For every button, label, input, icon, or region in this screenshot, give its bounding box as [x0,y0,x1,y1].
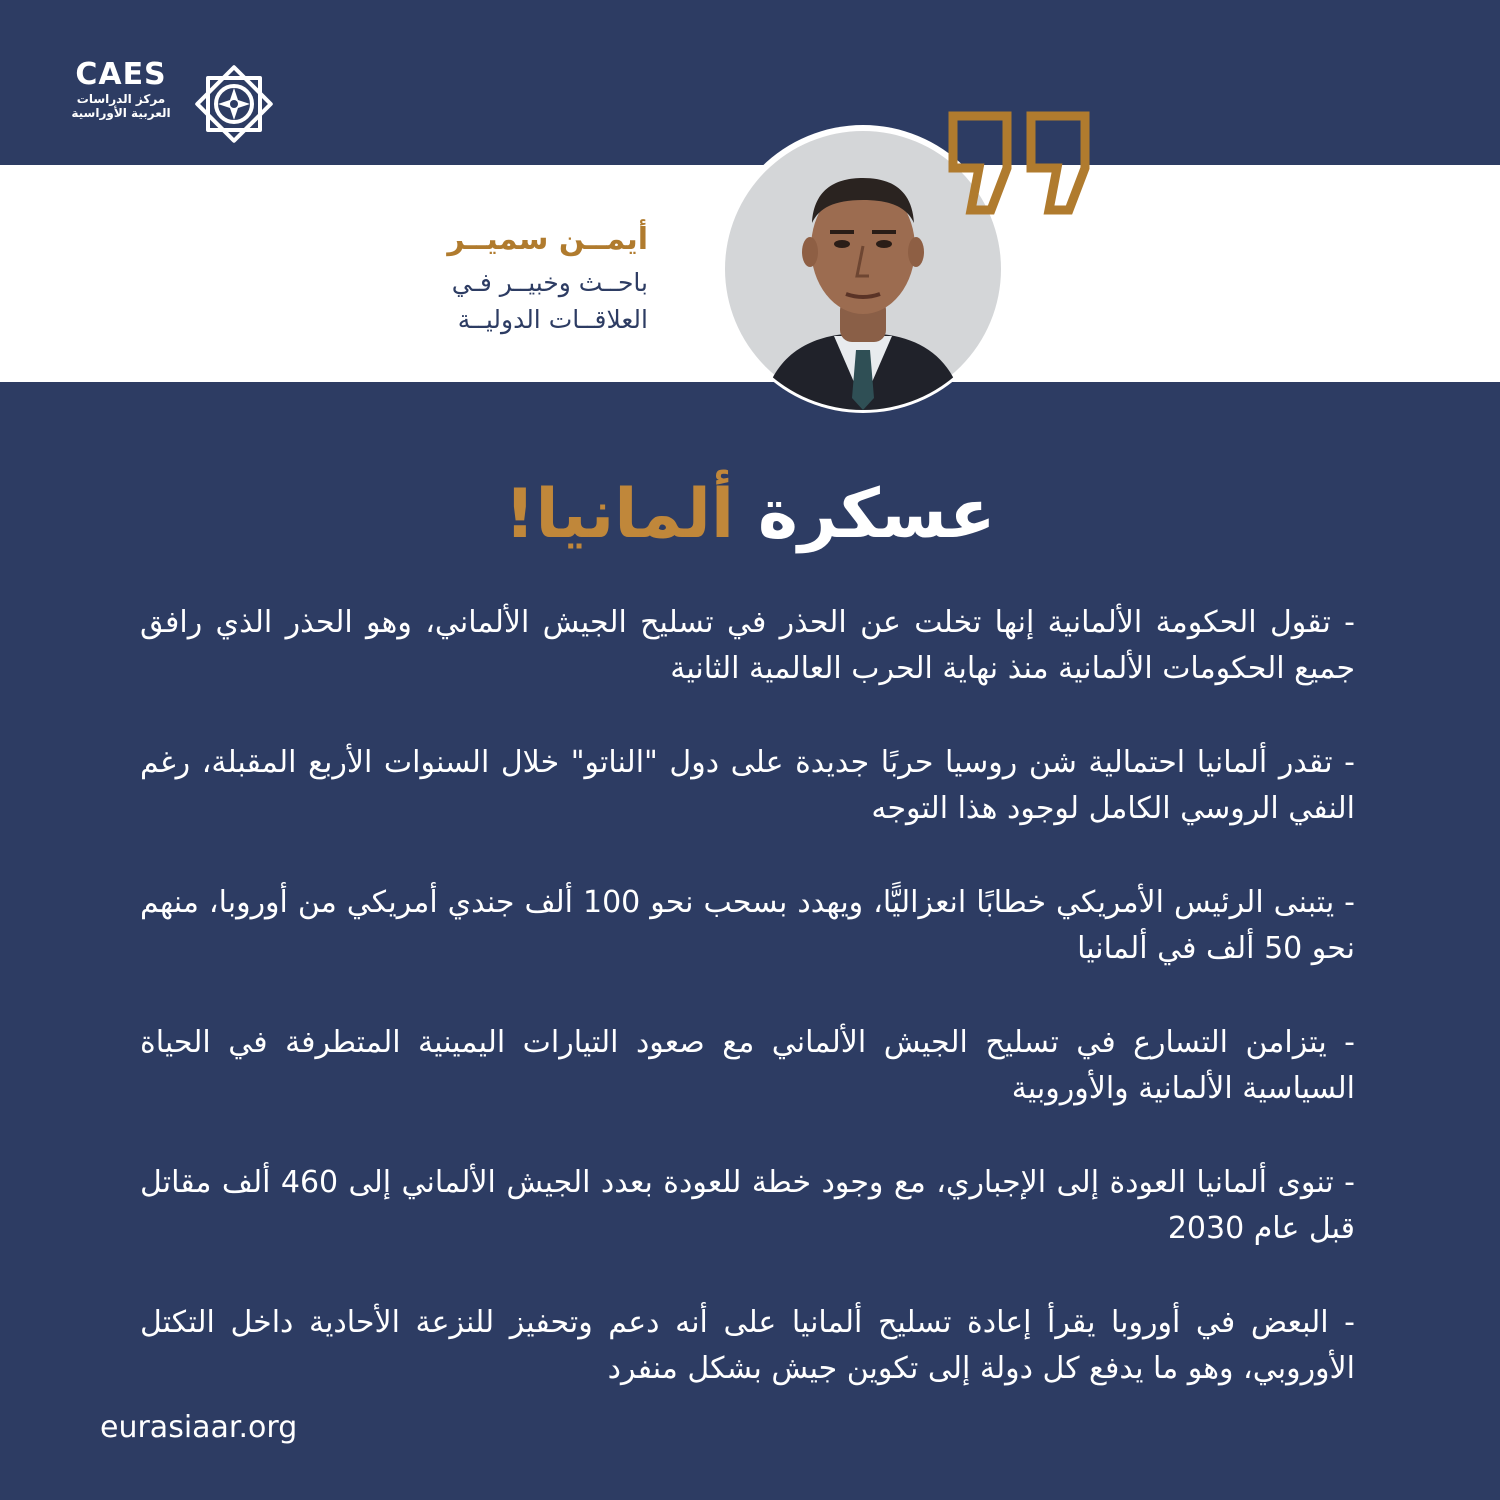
list-item: - تقدر ألمانيا احتمالية شن روسيا حربًا جديدة على دول "الناتو" خلال السنوات الأربع المقبلة، رغم النفي الروسي الكامل لوجود هذا التوجه [140,745,1355,826]
title-part2: ألمانيا! [504,475,735,554]
list-item: - تقول الحكومة الألمانية إنها تخلت عن الحذر في تسليح الجيش الألماني، وهو الحذر الذي رافق جميع الحكومات الألمانية منذ نهاية الحرب العالمية الثانية [140,605,1355,686]
logo-acronym: CAES [75,57,167,92]
key-points-list [140,600,1355,1440]
eight-point-star-icon [188,58,280,150]
website-link[interactable]: eurasiaar.org [100,1410,298,1445]
author-name: أيمــن سميــر [447,222,648,257]
title-part1: عسكرة [757,475,996,554]
logo-name-line1: مركز الدراسات [76,92,166,106]
logo-text [66,58,176,120]
author-info [328,220,648,338]
caes-logo[interactable] [66,58,296,138]
author-role-line2: العلاقــات الدوليــة [457,305,648,334]
quote-mark-icon [945,108,1095,223]
list-item: - يتبنى الرئيس الأمريكي خطابًا انعزاليًّا، ويهدد بسحب نحو 100 ألف جندي أمريكي من أوروبا، منهم نحو 50 ألف في ألمانيا [140,885,1355,966]
list-item: - البعض في أوروبا يقرأ إعادة تسليح ألمانيا على أنه دعم وتحفيز للنزعة الأحادية داخل التكتل الأوروبي، وهو ما يدفع كل دولة إلى تكوين جيش بشكل منفرد [140,1305,1355,1386]
author-role-line1: باحــث وخبيــر فـي [451,268,648,297]
page-title [0,470,1500,560]
logo-name-line2: العربية الأوراسية [71,106,171,120]
list-item: - يتزامن التسارع في تسليح الجيش الألماني مع صعود التيارات اليمينية المتطرفة في الحياة السياسية الألمانية والأوروبية [140,1025,1355,1106]
list-item: - تنوى ألمانيا العودة إلى الإجباري، مع وجود خطة للعودة بعدد الجيش الألماني إلى 460 ألف مقاتل قبل عام 2030 [140,1165,1355,1246]
